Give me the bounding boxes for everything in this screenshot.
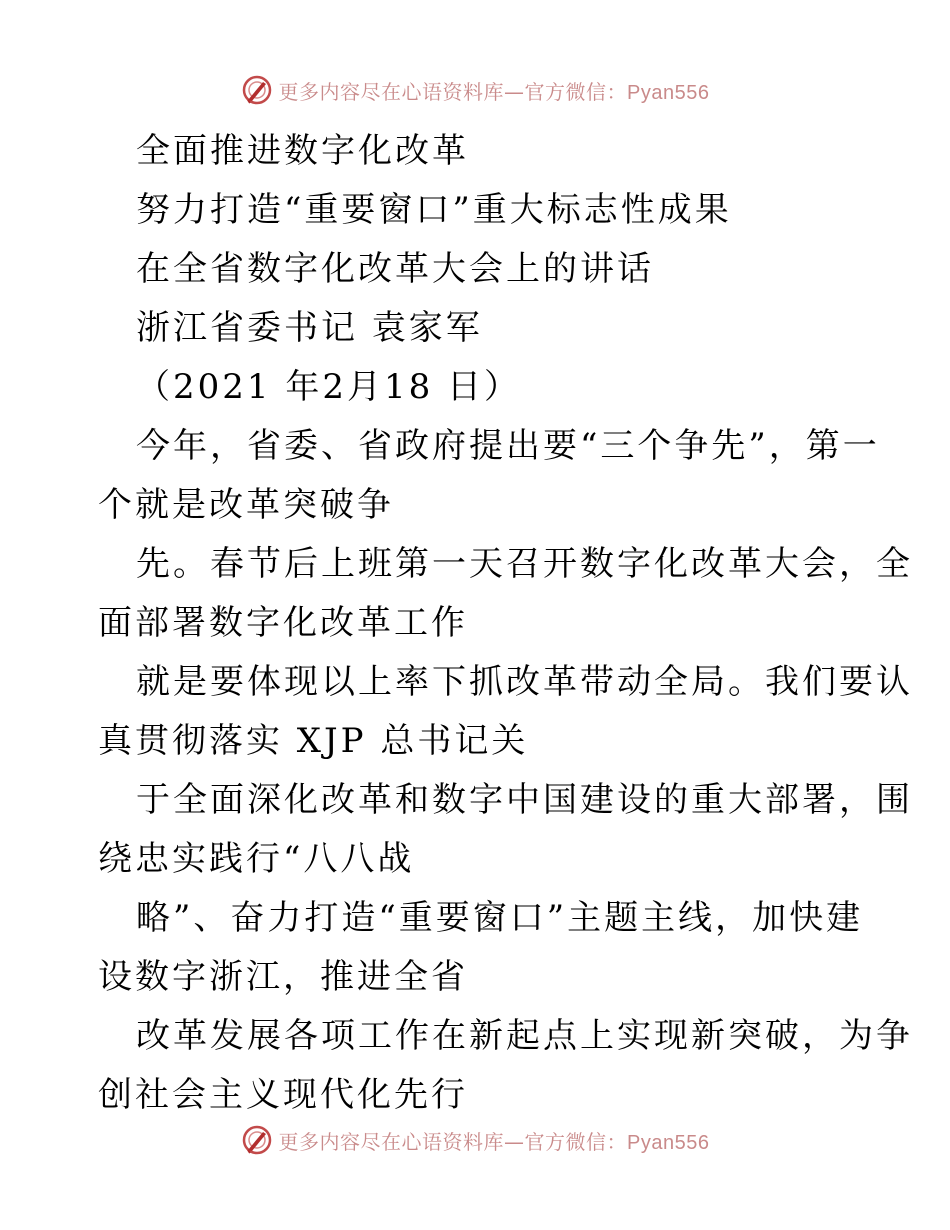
paragraph-line: 于全面深化改革和数字中国建设的重大部署，围 xyxy=(136,780,913,820)
footer-watermark xyxy=(0,1120,950,1160)
paragraph-line: 今年，省委、省政府提出要“三个争先”，第一 xyxy=(136,426,880,466)
watermark-text: 更多内容尽在心语资料库—官方微信： xyxy=(278,1129,628,1154)
document-title: 全面推进数字化改革 xyxy=(136,131,469,171)
document-subtitle: 努力打造“重要窗口”重大标志性成果 xyxy=(136,190,732,230)
paragraph-line: 个就是改革突破争 xyxy=(98,485,394,525)
header-watermark xyxy=(0,70,950,110)
paragraph-line: 改革发展各项工作在新起点上实现新突破，为争 xyxy=(136,1016,913,1056)
paragraph-line: 设数字浙江，推进全省 xyxy=(98,957,468,997)
watermark-wechat-id: Pyan556 xyxy=(627,1131,710,1154)
paragraph-line: 就是要体现以上率下抓改革带动全局。我们要认 xyxy=(136,662,913,702)
paragraph-line: 先。春节后上班第一天召开数字化改革大会，全 xyxy=(136,544,913,584)
paragraph-line: 面部署数字化改革工作 xyxy=(98,603,468,643)
watermark-text: 更多内容尽在心语资料库—官方微信： xyxy=(278,79,628,104)
paragraph-line: 略”、奋力打造“重要窗口”主题主线，加快建 xyxy=(136,898,864,938)
quill-logo-icon xyxy=(241,1124,273,1156)
speech-date: （2021 年2月18 日） xyxy=(136,367,522,407)
document-body xyxy=(98,122,913,1125)
watermark-wechat-id: Pyan556 xyxy=(627,81,710,104)
paragraph-line: 创社会主义现代化先行 xyxy=(98,1075,468,1115)
speaker-line: 浙江省委书记 袁家军 xyxy=(136,308,483,348)
quill-logo-icon xyxy=(241,74,273,106)
paragraph-line: 真贯彻落实 XJP 总书记关 xyxy=(98,721,529,761)
speech-occasion: 在全省数字化改革大会上的讲话 xyxy=(136,249,654,289)
paragraph-line: 绕忠实践行“八八战 xyxy=(98,839,415,879)
